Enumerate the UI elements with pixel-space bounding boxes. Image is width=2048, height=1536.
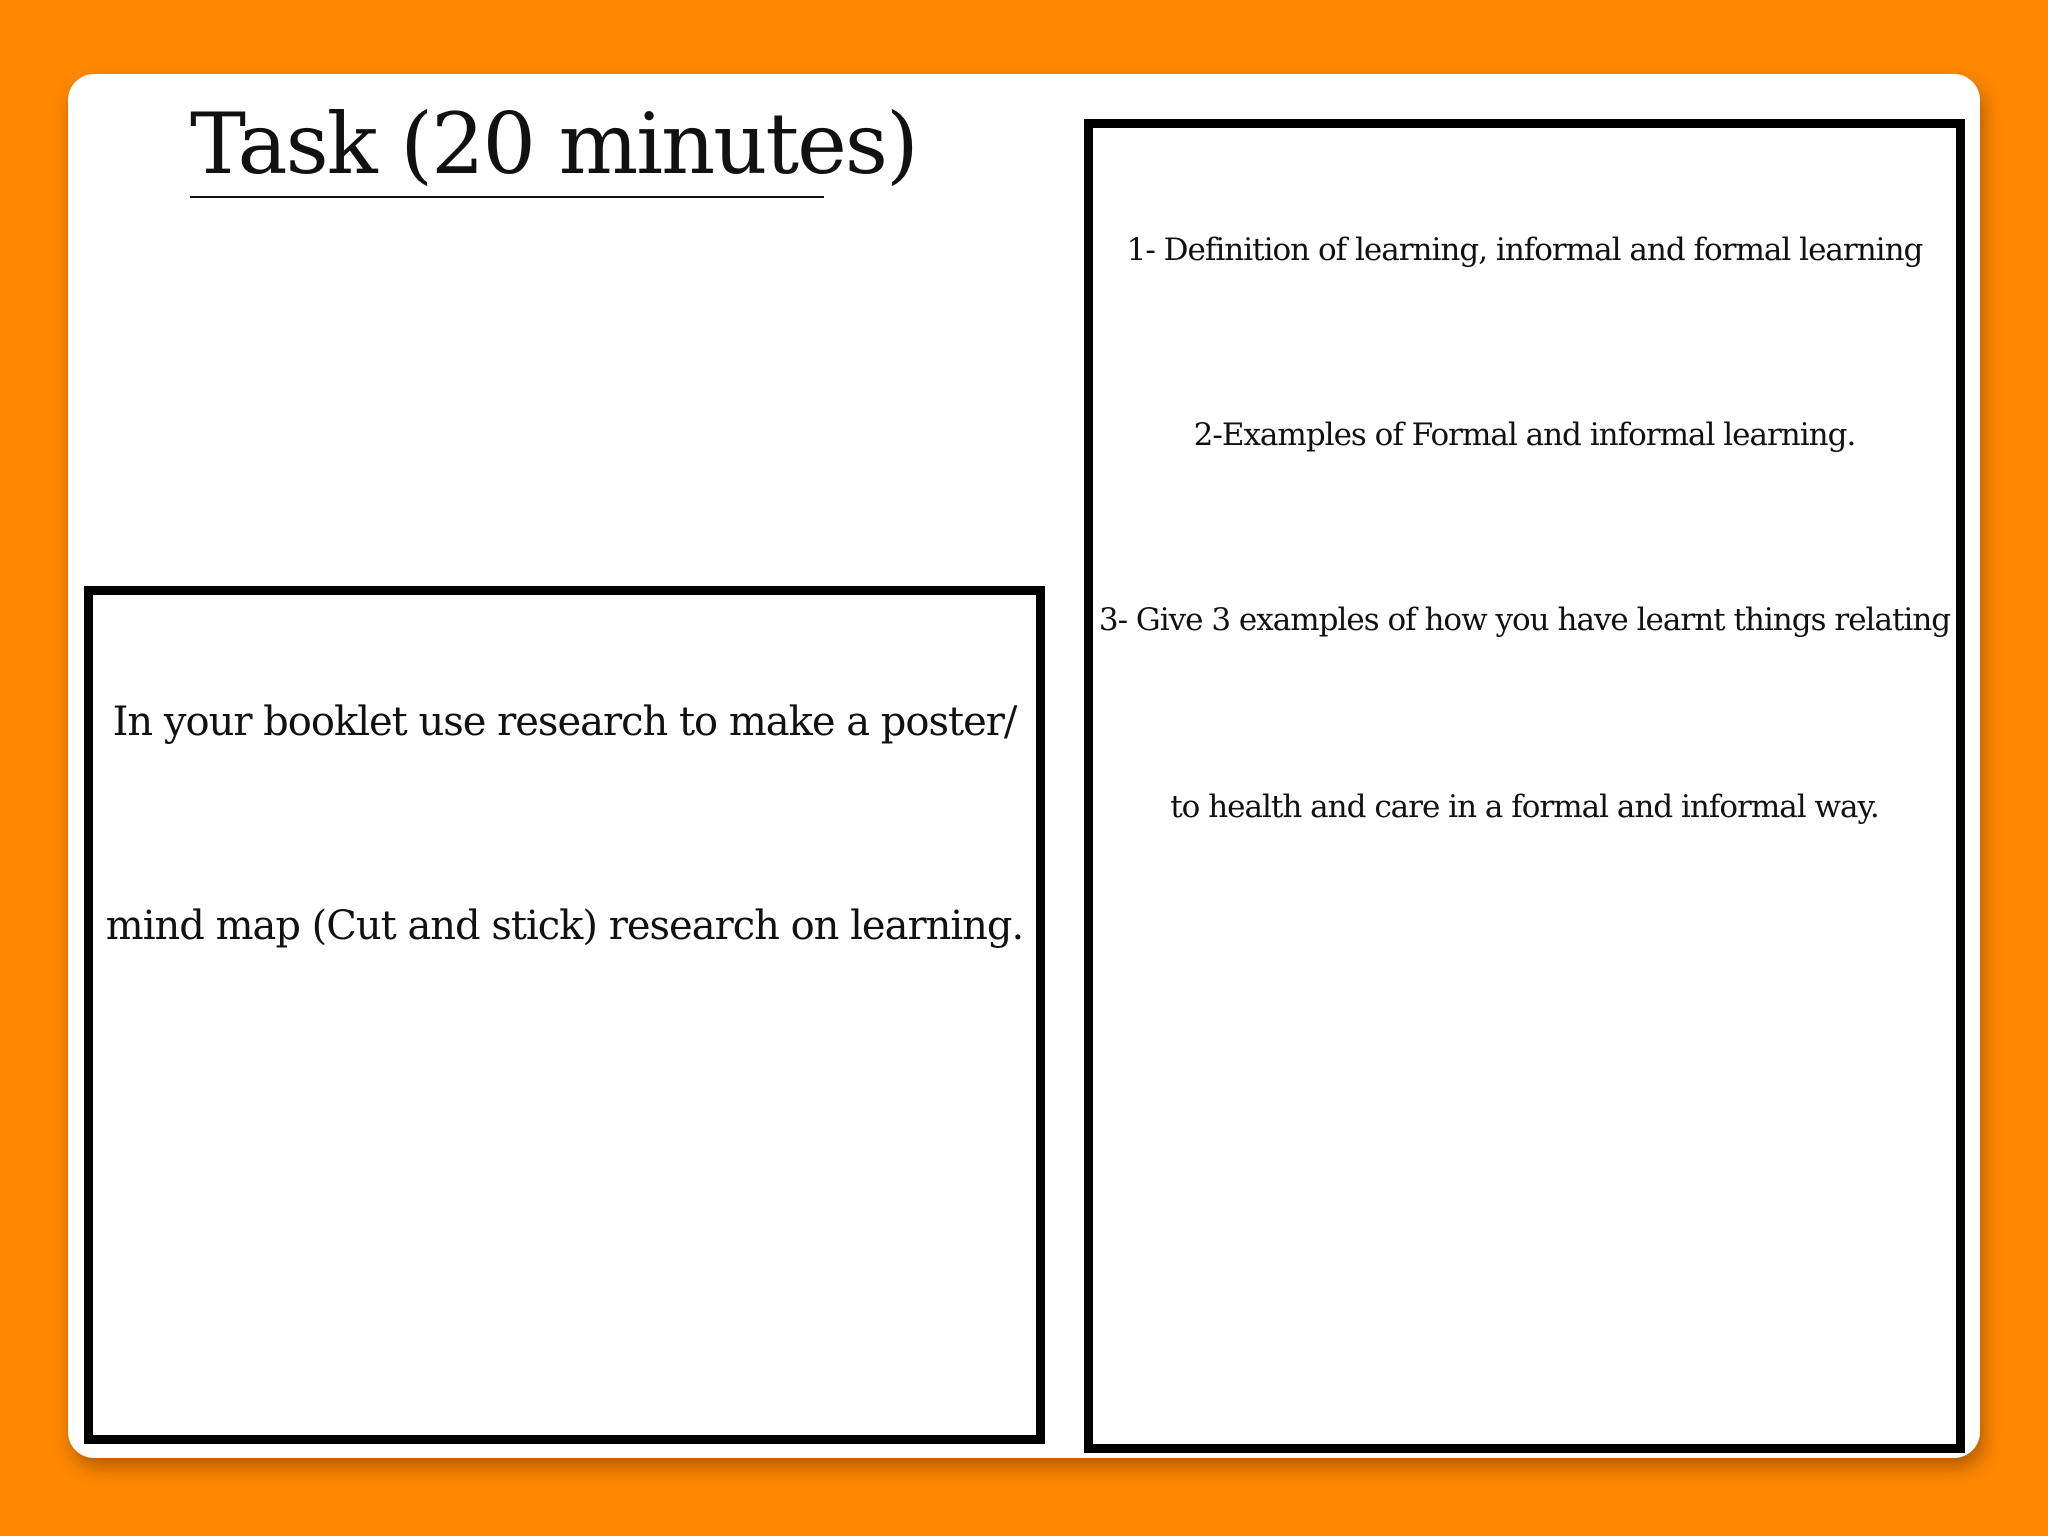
title-underline [190,196,824,198]
task-item-2: 2-Examples of Formal and informal learning. [1193,417,1856,453]
task-list-box [1084,119,1965,1453]
instruction-box [84,586,1045,1444]
task-item-3-line-1: 3- Give 3 examples of how you have learnt things relating [1098,602,1951,638]
instruction-line-2: mind map (Cut and stick) research on learning. [105,903,1024,949]
task-item-1: 1- Definition of learning, informal and formal learning [1126,232,1923,268]
task-item-3-line-2: to health and care in a formal and informal way. [1170,789,1879,825]
slide-title: Task (20 minutes) [190,95,917,193]
instruction-line-1: In your booklet use research to make a poster/ [112,699,1017,745]
